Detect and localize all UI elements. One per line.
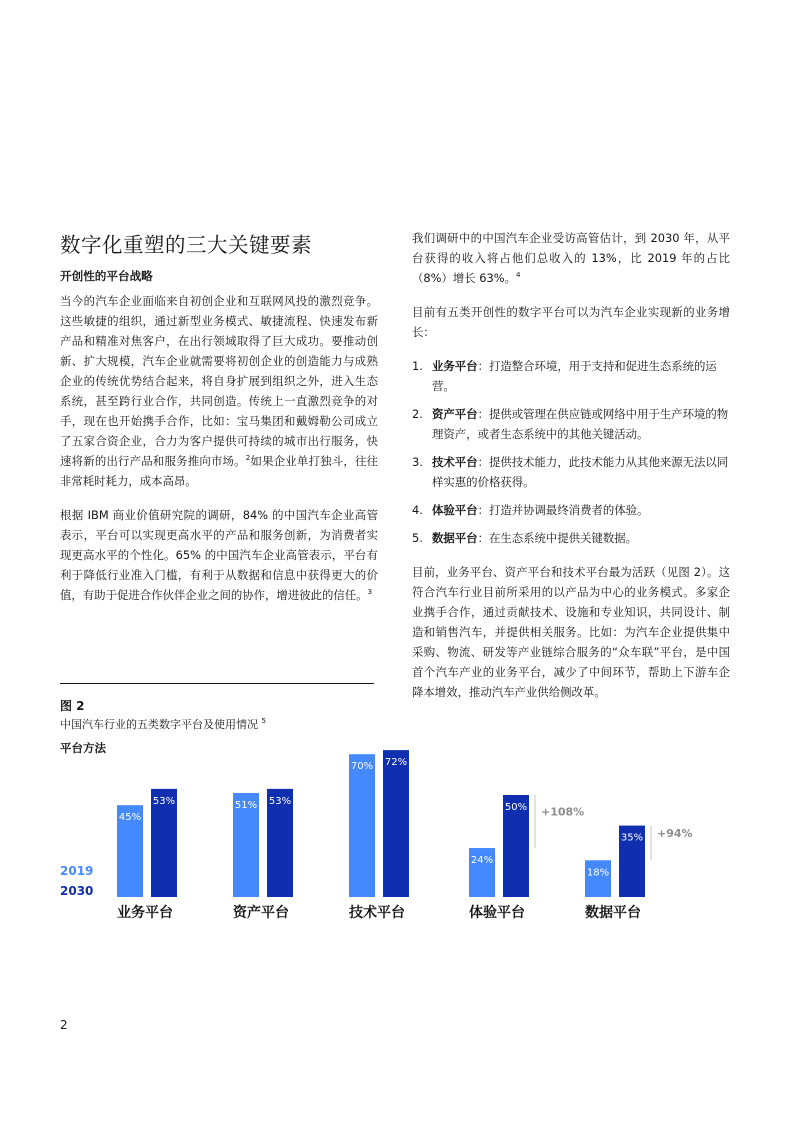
category-label: 资产平台: [233, 905, 289, 921]
legend-2019: 2019: [60, 864, 94, 878]
bar-value-label: 35%: [620, 832, 644, 844]
footnote-ref: 5: [261, 717, 266, 725]
bar-value-label: 18%: [586, 867, 610, 879]
bar-value-label: 51%: [234, 799, 258, 811]
list-item: 3. 技术平台：提供技术能力，此技术能力从其他来源无法以同样实惠的价格获得。: [412, 455, 729, 489]
right-paragraph-3: 目前，业务平台、资产平台和技术平台最为活跃（见图 2）。这符合汽车行业目前所采用的以产品为中心的业务模式。多家企业携手合作，通过贡献技术、设施和专业知识，共同设计、制造和销售汽车，并提供相关服务。比如：为汽车企业提供集中采购、物流、研发等产业链综合服务的“众车联”平台，是中国首个汽车产业的业务平台，减少了中间环节，帮助上下游车企降本增效，推动汽车产业供给侧改革。: [412, 565, 730, 699]
section-title: 数字化重塑的三大关键要素: [60, 233, 312, 257]
left-paragraph-1: 当今的汽车企业面临来自初创企业和互联网风投的激烈竞争。这些敏捷的组织，通过新型业务模式、敏捷流程、快速发布新产品和精准对焦客户，在出行领域取得了巨大成功。要推动创新、扩大规模，汽车企业就需要将初创企业的创造能力与成熟企业的传统优势结合起来，将自身扩展到组织之外，进入生态系统，甚至跨行业合作，共同创造。传统上一直激烈竞争的对手，现在也开始携手合作，比如：宝马集团和戴姆勒公司成立了五家合资企业，合力为客户提供可持续的城市出行服务，快速将新的出行产品和服务推向市场。$^2$如果企业单打独斗，往往非常耗时耗力，成本高昂。: [60, 294, 378, 488]
bar-value-label: 24%: [470, 855, 494, 867]
bar-value-label: 53%: [268, 795, 292, 807]
page-number: 2: [60, 1018, 68, 1032]
bar-2019-2: [349, 754, 375, 897]
right-paragraph-1: 我们调研中的中国汽车企业受访高管估计，到 2030 年，从平台获得的收入将占他们总收入的 13%，比 2019 年的占比（8%）增长 63%。$^4$: [412, 231, 730, 285]
list-item: 4. 体验平台：打造并协调最终消费者的体验。: [412, 503, 649, 517]
figure-subheading: 平台方法: [60, 741, 106, 755]
growth-annotation: +108%: [541, 805, 585, 819]
subheading: 开创性的平台战略: [60, 269, 153, 283]
bar-value-label: 72%: [384, 757, 408, 769]
list-item: 5. 数据平台：在生态系统中提供关键数据。: [412, 531, 638, 545]
bar-value-label: 50%: [504, 802, 528, 813]
bar-value-label: 70%: [350, 761, 374, 773]
right-paragraph-2: 目前有五类开创性的数字平台可以为汽车企业实现新的业务增长：: [412, 305, 730, 339]
figure-caption: 中国汽车行业的五类数字平台及使用情况 $^5$: [60, 717, 266, 731]
category-label: 体验平台: [469, 905, 525, 921]
list-item: 2. 资产平台：提供或管理在供应链或网络中用于生产环境的物理资产，或者生态系统中的其他关键活动。: [412, 407, 729, 441]
bar-2030-2: [383, 750, 409, 897]
figure-label: 图 2: [60, 699, 85, 713]
list-item: 1. 业务平台：打造整合环境，用于支持和促进生态系统的运营。: [412, 359, 717, 393]
bar-2019-4: [585, 860, 611, 897]
bar-value-label: 53%: [152, 795, 176, 807]
category-label: 技术平台: [349, 905, 405, 921]
left-paragraph-2: 根据 IBM 商业价值研究院的调研，84% 的中国汽车企业高管表示，平台可以实现更高水平的产品和服务创新，为消费者实现更高水平的个性化。65% 的中国汽车企业高管表示，平台有利于降低行业准入门槛，有利于从数据和信息中获得更大的价值，有助于促进合作伙伴企业之间的协作，增进彼此的信任。$^3$: [60, 508, 378, 602]
footnote-ref: 2: [245, 454, 251, 462]
legend-2030: 2030: [60, 884, 94, 898]
footnote-ref: 3: [367, 588, 373, 596]
growth-annotation: +94%: [657, 826, 693, 840]
category-label: 业务平台: [117, 905, 173, 921]
category-label: 数据平台: [585, 905, 641, 921]
bar-value-label: 45%: [118, 812, 142, 824]
footnote-ref: 4: [515, 271, 521, 279]
